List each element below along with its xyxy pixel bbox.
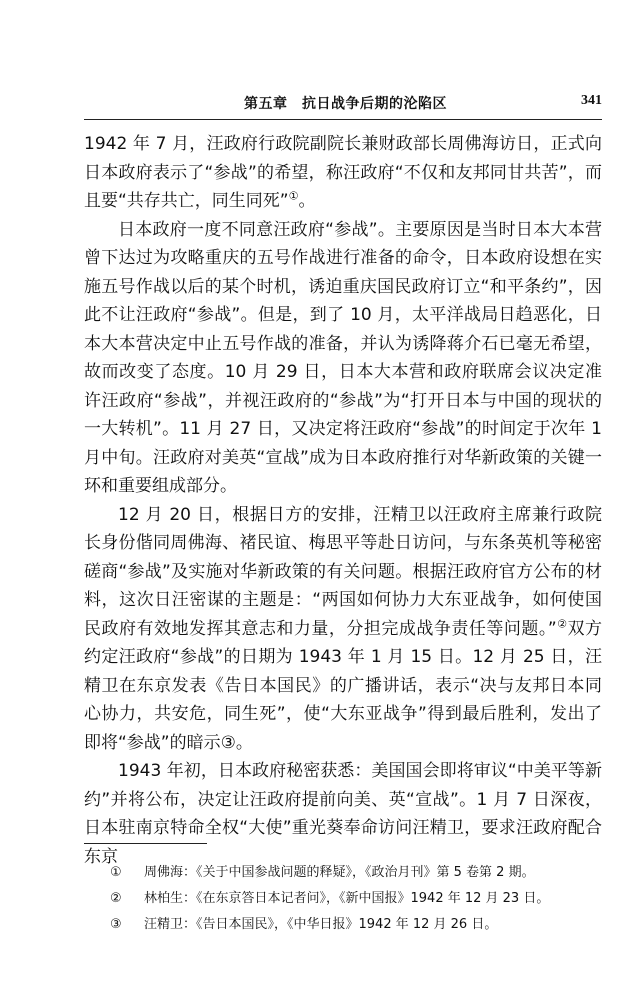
footnote-mark: ① (110, 865, 122, 880)
body-text (84, 130, 602, 871)
paragraph-1 (84, 130, 602, 216)
footnote-text: 林柏生：《在东京答日本记者问》，《新中国报》1942 年 12 月 23 日。 (144, 891, 550, 906)
page-number: 341 (581, 93, 602, 108)
paragraph-text: 日本政府一度不同意汪政府“参战”。主要原因是当时日本大本营曾下达过为攻略重庆的五号作战进行准备的命令，日本政府设想在实施五号作战以后的某个时机，诱迫重庆国民政府订立“和平条约”，因此不让汪政府“参战”。但是，到了 10 月，太平洋战局日趋恶化，日本大本营决定中止五号作战的准备，并认为诱降蒋介石已毫无希望，故而改变了态度。10 月 29 日，日本大本营和政府联席会议决定准许汪政府“参战”，并视汪政府的“参战”为“打开日本与中国的现状的一大转机”。11 月 27 日，又决定将汪政府“参战”的时间定于次年 1 月中旬。汪政府对美英“宣战”成为日本政府推行对华新政策的关键一环和重要组成部分。 (84, 219, 602, 496)
footnote-text: 周佛海：《关于中国参战问题的释疑》，《政治月刊》第 5 卷第 2 期。 (144, 865, 535, 880)
footnote-item (110, 912, 590, 938)
footnote-mark: ③ (110, 917, 122, 932)
footnotes (110, 860, 590, 938)
footnote-ref-2: ② (556, 616, 568, 630)
paragraph-2 (84, 216, 602, 501)
paragraph-text: 12 月 20 日，根据日方的安排，汪精卫以汪政府主席兼行政院长身份偕同周佛海、褚民谊、梅思平等赴日访问，与东条英机等秘密磋商“参战”及实施对华新政策的有关问题。根据汪政府官方公布的材料，这次日汪密谋的主题是：“两国如何协力大东亚战争，如何使国民政府有效地发挥其意志和力量，分担完成战争责任等问题。” (84, 504, 602, 639)
page-header (84, 93, 602, 120)
footnote-text: 汪精卫：《告日本国民》，《中华日报》1942 年 12 月 26 日。 (144, 917, 498, 932)
paragraph-3 (84, 501, 602, 758)
paragraph-4 (84, 757, 602, 871)
paragraph-text-end: 双方约定汪政府“参战”的日期为 1943 年 1 月 15 日。12 月 25 日，汪精卫在东京发表《告日本国民》的广播讲话，表示“决与友邦日本同心协力，共安危，同生死”，使“大东亚战争”得到最后胜利，发出了即将“参战”的暗示③。 (84, 618, 602, 753)
chapter-title: 第五章 抗日战争后期的沦陷区 (244, 96, 447, 112)
footnote-mark: ② (110, 891, 122, 906)
footnote-ref-1: ① (288, 189, 299, 203)
footnote-item (110, 886, 590, 912)
paragraph-text-end: 。 (298, 191, 316, 211)
paragraph-text: 1942 年 7 月，汪政府行政院副院长兼财政部长周佛海访日，正式向日本政府表示了“参战”的希望，称汪政府“不仅和友邦同甘共苦”，而且要“共存共亡，同生同死” (84, 134, 602, 211)
paragraph-text: 1943 年初，日本政府秘密获悉：美国国会即将审议“中美平等新约”并将公布，决定让汪政府提前向美、英“宣战”。1 月 7 日深夜，日本驻南京特命全权“大使”重光葵奉命访问汪精卫，要求汪政府配合东京 (84, 761, 602, 867)
footnote-item (110, 860, 590, 886)
footnote-divider (84, 843, 207, 844)
